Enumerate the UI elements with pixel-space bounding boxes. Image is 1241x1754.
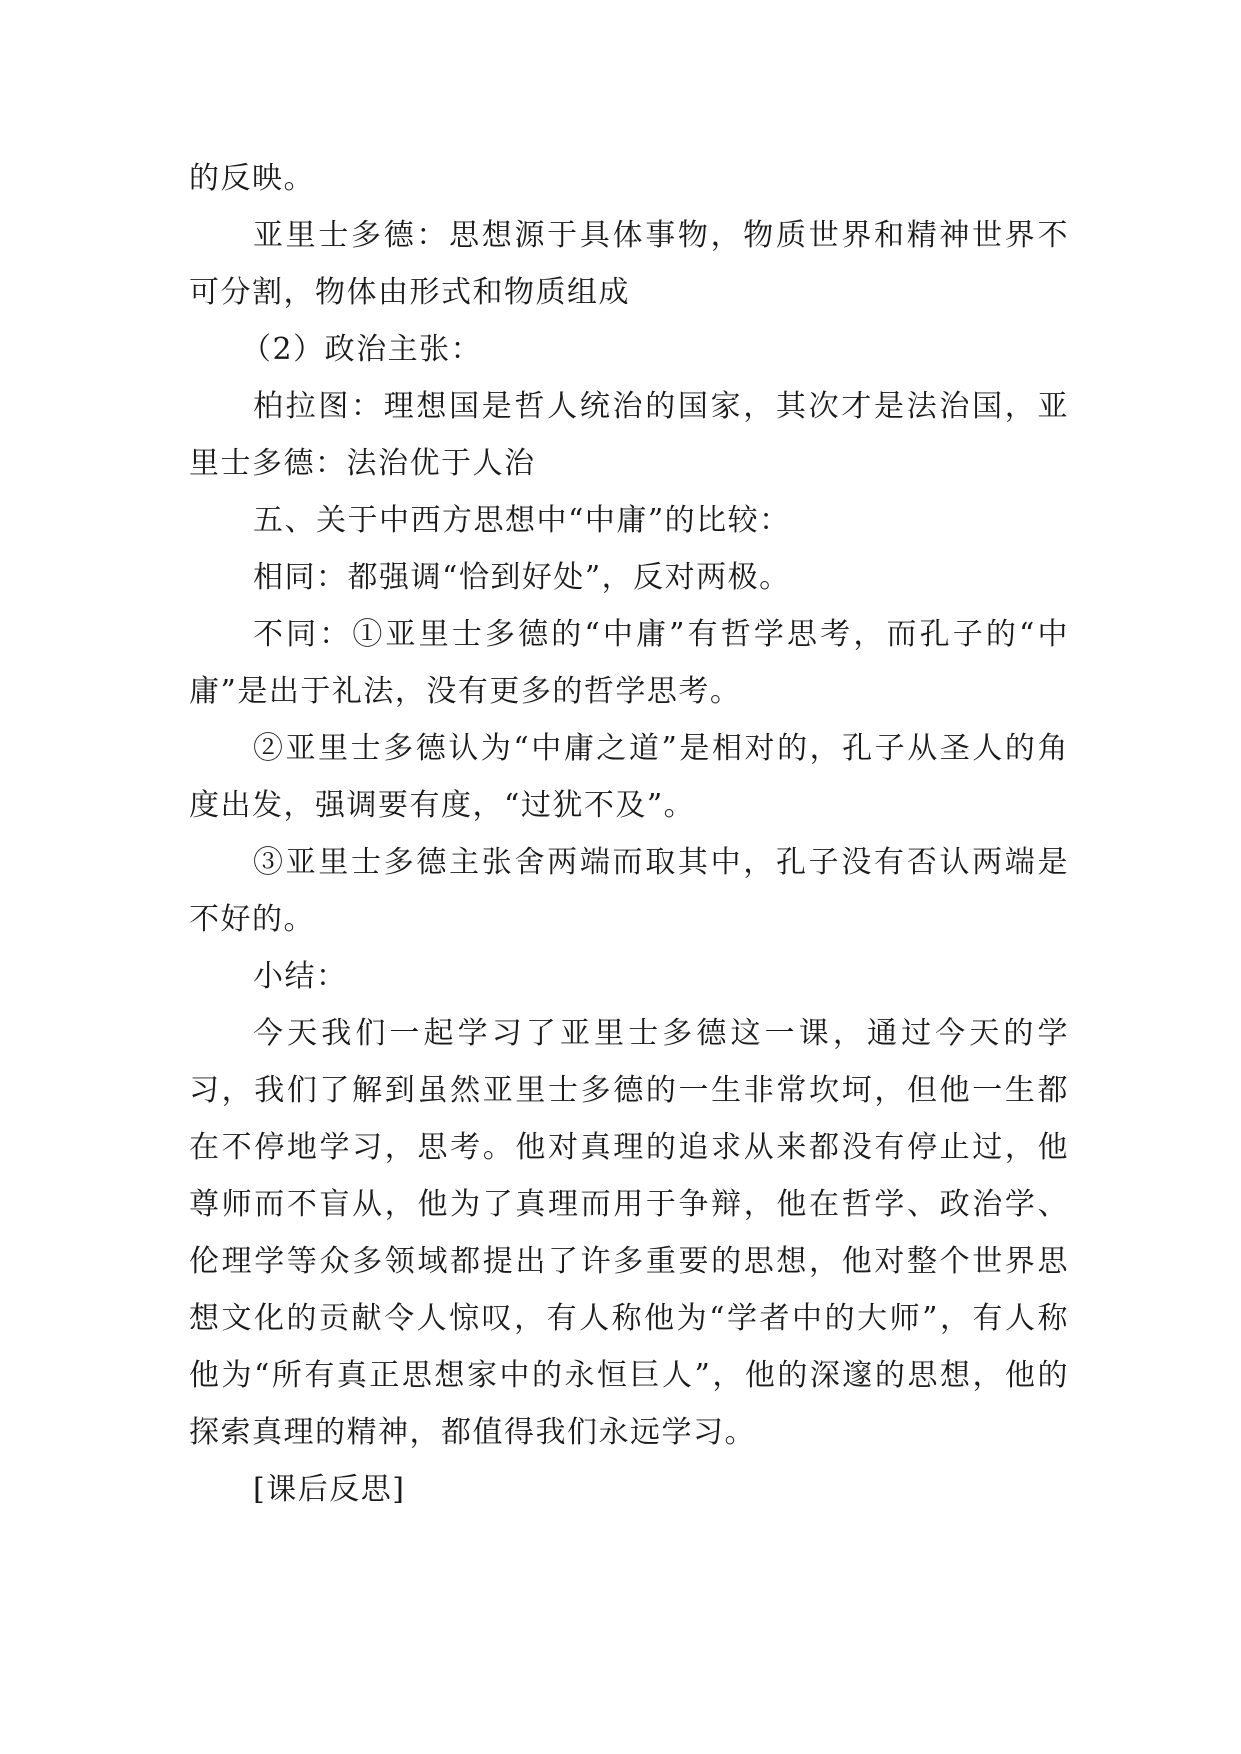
heading-summary: 小结： bbox=[253, 959, 348, 994]
subheading-political-views: （2）政治主张： bbox=[241, 332, 483, 367]
paragraph-differences-2: ②亚里士多德认为“中庸之道”是相对的，孔子从圣人的角度出发，强调要有度，“过犹不及”。 bbox=[189, 731, 1069, 823]
paragraph-aristotle-thought: 亚里士多德：思想源于具体事物，物质世界和精神世界不可分割，物体由形式和物质组成 bbox=[189, 218, 1069, 310]
document-body bbox=[189, 150, 1069, 1518]
paragraph-summary: 今天我们一起学习了亚里士多德这一课，通过今天的学习，我们了解到虽然亚里士多德的一生非常坎坷，但他一生都在不停地学习，思考。他对真理的追求从来都没有停止过，他尊师而不盲从，他为了真理而用于争辩，他在哲学、政治学、伦理学等众多领域都提出了许多重要的思想，他对整个世界思想文化的贡献令人惊叹，有人称他为“学者中的大师”，有人称他为“所有真正思想家中的永恒巨人”，他的深邃的思想，他的探索真理的精神，都值得我们永远学习。 bbox=[189, 1016, 1069, 1450]
paragraph-similarities: 相同：都强调“恰到好处”，反对两极。 bbox=[253, 560, 791, 595]
paragraph-continuation: 的反映。 bbox=[189, 161, 315, 196]
paragraph-plato-aristotle-politics: 柏拉图：理想国是哲人统治的国家，其次才是法治国，亚里士多德：法治优于人治 bbox=[189, 389, 1069, 481]
paragraph-differences-1: 不同：①亚里士多德的“中庸”有哲学思考，而孔子的“中庸”是出于礼法，没有更多的哲学思考。 bbox=[189, 617, 1069, 709]
heading-reflection: [课后反思] bbox=[253, 1472, 406, 1507]
heading-section-five: 五、关于中西方思想中“中庸”的比较： bbox=[253, 503, 791, 538]
paragraph-differences-3: ③亚里士多德主张舍两端而取其中，孔子没有否认两端是不好的。 bbox=[189, 845, 1069, 937]
